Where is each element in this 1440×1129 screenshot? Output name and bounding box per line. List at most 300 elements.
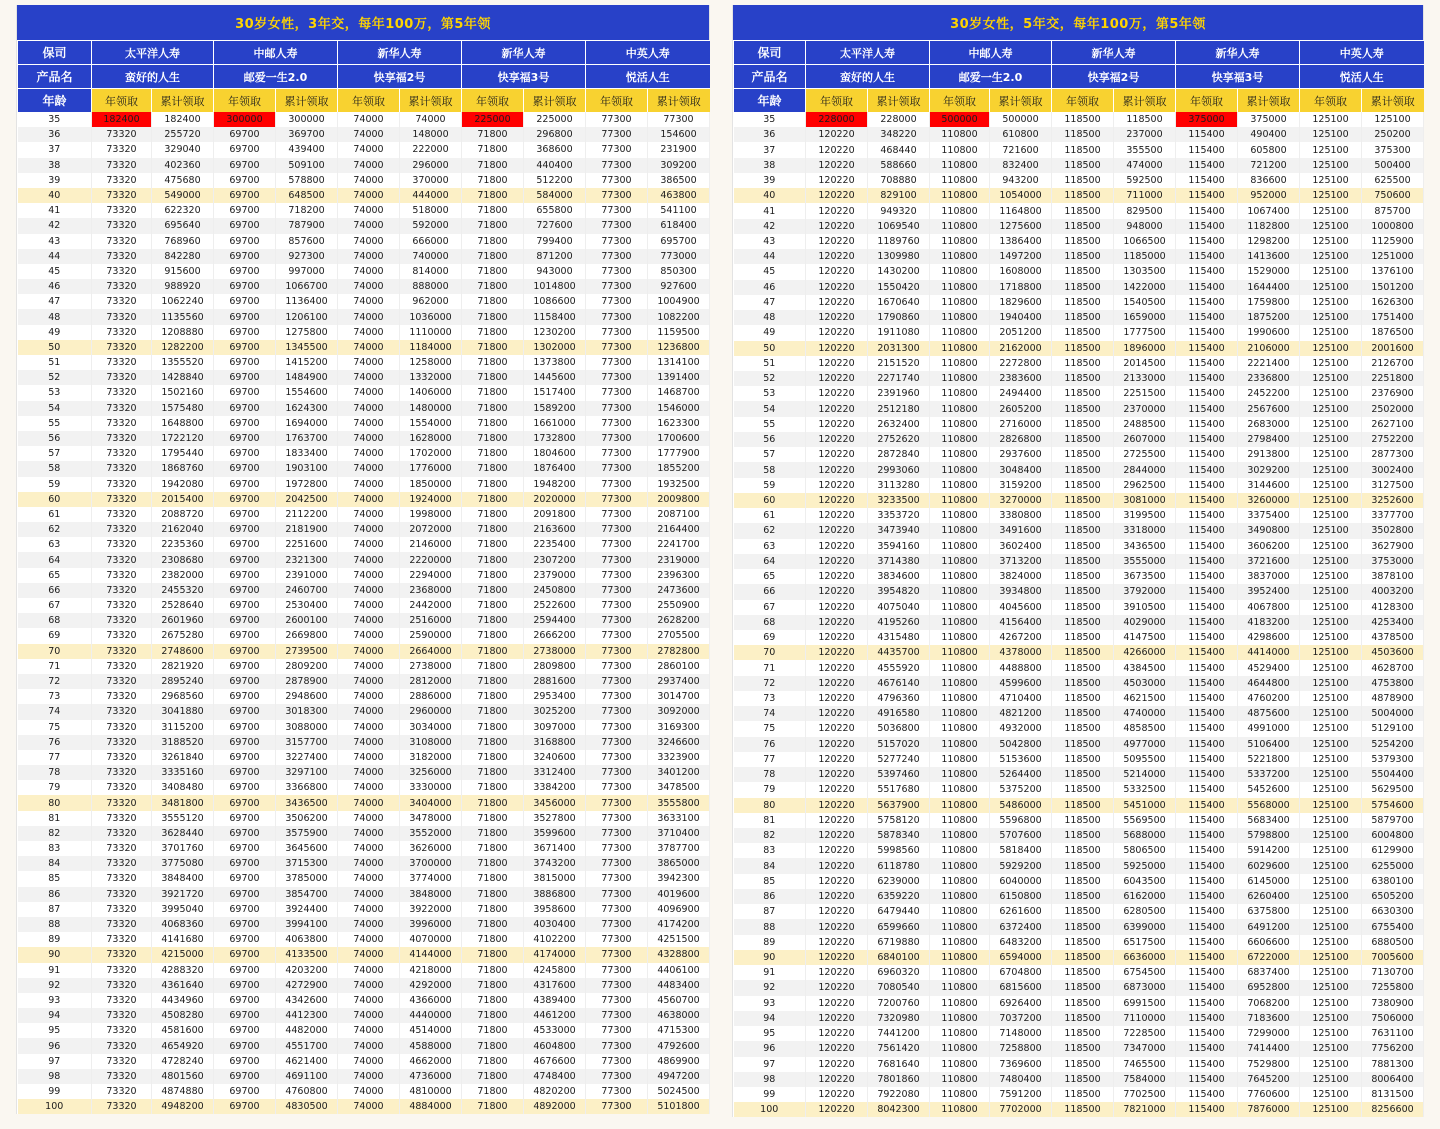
annual-cell: 73320 (92, 1038, 152, 1053)
table-row (18, 112, 710, 127)
age-cell: 41 (734, 203, 806, 218)
annual-cell: 110800 (930, 600, 990, 615)
annual-cell: 73320 (92, 127, 152, 142)
annual-cell: 120220 (806, 919, 868, 934)
table-row (18, 492, 710, 507)
age-cell: 73 (18, 689, 92, 704)
annual-cell: 73320 (92, 659, 152, 674)
annual-cell: 71800 (462, 659, 524, 674)
cumulative-cell: 2220000 (400, 552, 462, 567)
annual-cell: 120220 (806, 478, 868, 493)
cumulative-cell: 2607000 (1114, 432, 1176, 447)
annual-cell: 69700 (214, 993, 276, 1008)
cumulative-cell: 1550420 (868, 280, 930, 295)
cumulative-cell: 1759800 (1238, 295, 1300, 310)
table-row (18, 218, 710, 233)
product-name: 邮爱一生2.0 (214, 65, 338, 89)
cumulative-cell: 2993060 (868, 462, 930, 477)
table-row (18, 644, 710, 659)
cumulative-cell: 4183200 (1238, 615, 1300, 630)
cumulative-cell: 1501200 (1362, 280, 1424, 295)
cumulative-cell: 2376900 (1362, 386, 1424, 401)
annual-cell: 118500 (1052, 127, 1114, 142)
annual-cell: 125100 (1300, 539, 1362, 554)
annual-cell: 118500 (1052, 706, 1114, 721)
annual-cell: 300000 (214, 112, 276, 127)
annual-cell: 115400 (1176, 1102, 1238, 1117)
cumulative-cell: 3886800 (524, 887, 586, 902)
annual-cell: 120220 (806, 356, 868, 371)
annual-cell: 115400 (1176, 782, 1238, 797)
table-row (18, 1023, 710, 1038)
table-row (734, 737, 1424, 752)
annual-cell: 110800 (930, 676, 990, 691)
table-row (18, 537, 710, 552)
table-row (734, 417, 1424, 432)
cumulative-cell: 1282200 (152, 340, 214, 355)
age-cell: 54 (734, 401, 806, 416)
annual-cell: 73320 (92, 264, 152, 279)
cumulative-cell: 2473600 (648, 583, 710, 598)
cumulative-cell: 2716000 (990, 417, 1052, 432)
age-cell: 91 (734, 965, 806, 980)
annual-cell: 73320 (92, 294, 152, 309)
cumulative-cell: 3025200 (524, 704, 586, 719)
annual-cell: 71800 (462, 325, 524, 340)
cumulative-cell: 2488500 (1114, 417, 1176, 432)
annual-cell: 77300 (586, 492, 648, 507)
annual-cell: 182400 (92, 112, 152, 127)
annual-cell: 69700 (214, 340, 276, 355)
annual-cell: 77300 (586, 173, 648, 188)
annual-cell: 77300 (586, 1008, 648, 1023)
cumulative-cell: 5264400 (990, 767, 1052, 782)
cumulative-cell: 655800 (524, 203, 586, 218)
annual-cell: 125100 (1300, 234, 1362, 249)
annual-cell: 110800 (930, 584, 990, 599)
cumulative-cell: 3714380 (868, 554, 930, 569)
table-row (18, 811, 710, 826)
age-cell: 58 (734, 462, 806, 477)
annual-cell: 73320 (92, 370, 152, 385)
cumulative-cell: 1694000 (276, 416, 338, 431)
cumulative-cell: 7821000 (1114, 1102, 1176, 1117)
table-row (18, 795, 710, 810)
annual-cell: 77300 (586, 780, 648, 795)
cumulative-cell: 1718800 (990, 280, 1052, 295)
cumulative-cell: 474000 (1114, 158, 1176, 173)
annual-cell: 110800 (930, 1026, 990, 1041)
annual-cell: 110800 (930, 341, 990, 356)
cumulative-cell: 3878100 (1362, 569, 1424, 584)
annual-cell: 110800 (930, 1087, 990, 1102)
cumulative-cell: 4174000 (524, 947, 586, 962)
cumulative-cell: 2251500 (1114, 386, 1176, 401)
cumulative-cell: 2370000 (1114, 401, 1176, 416)
cumulative-cell: 5818400 (990, 843, 1052, 858)
cumulative-cell: 5998560 (868, 843, 930, 858)
annual-cell: 73320 (92, 613, 152, 628)
annual-cell: 125100 (1300, 325, 1362, 340)
age-cell: 78 (18, 765, 92, 780)
cumulative-cell: 4533000 (524, 1023, 586, 1038)
annual-cell: 74000 (338, 1008, 400, 1023)
cumulative-cell: 3169300 (648, 720, 710, 735)
cumulative-cell: 3252600 (1362, 493, 1424, 508)
annual-cell: 73320 (92, 249, 152, 264)
age-cell: 86 (734, 889, 806, 904)
cumulative-cell: 6837400 (1238, 965, 1300, 980)
annual-cell: 77300 (586, 416, 648, 431)
cumulative-cell: 1406000 (400, 385, 462, 400)
annual-cell: 77300 (586, 203, 648, 218)
annual-cell: 110800 (930, 493, 990, 508)
cumulative-cell: 6145000 (1238, 874, 1300, 889)
cumulative-cell: 3330000 (400, 780, 462, 795)
cumulative-cell: 2126700 (1362, 356, 1424, 371)
annual-cell: 74000 (338, 552, 400, 567)
cumulative-cell: 648500 (276, 188, 338, 203)
annual-cell: 125100 (1300, 371, 1362, 386)
table-row (734, 645, 1424, 660)
cumulative-cell: 4710400 (990, 691, 1052, 706)
age-cell: 74 (734, 706, 806, 721)
cumulative-cell: 2705500 (648, 628, 710, 643)
annual-cell: 125100 (1300, 493, 1362, 508)
table-row (18, 309, 710, 324)
annual-cell: 74000 (338, 340, 400, 355)
table-row (734, 1057, 1424, 1072)
annual-cell: 74000 (338, 492, 400, 507)
cumulative-cell: 6118780 (868, 858, 930, 873)
cumulative-cell: 584000 (524, 188, 586, 203)
cumulative-cell: 7584000 (1114, 1072, 1176, 1087)
company-header-row (734, 41, 1424, 65)
cumulative-cell: 1732800 (524, 431, 586, 446)
cumulative-cell: 6815600 (990, 980, 1052, 995)
cumulative-cell: 2516000 (400, 613, 462, 628)
annual-cell: 74000 (338, 765, 400, 780)
cumulative-cell: 814000 (400, 264, 462, 279)
annual-cell: 115400 (1176, 843, 1238, 858)
annual-cell: 74000 (338, 811, 400, 826)
annual-cell: 73320 (92, 401, 152, 416)
age-cell: 92 (734, 980, 806, 995)
annual-cell: 73320 (92, 142, 152, 157)
age-cell: 75 (734, 721, 806, 736)
cumulative-cell: 4760200 (1238, 691, 1300, 706)
annual-cell: 77300 (586, 841, 648, 856)
annual-cell: 74000 (338, 644, 400, 659)
cumulative-cell: 997000 (276, 264, 338, 279)
age-cell: 50 (734, 341, 806, 356)
age-cell: 75 (18, 720, 92, 735)
cumulative-cell: 296800 (524, 127, 586, 142)
cumulative-cell: 6380100 (1362, 874, 1424, 889)
cumulative-cell: 2042500 (276, 492, 338, 507)
table-row (734, 112, 1424, 127)
cumulative-cell: 3097000 (524, 720, 586, 735)
annual-cell: 120220 (806, 950, 868, 965)
age-cell: 99 (18, 1084, 92, 1099)
table-row (18, 234, 710, 249)
age-cell: 66 (734, 584, 806, 599)
table-row (18, 689, 710, 704)
cumulative-cell: 2872840 (868, 447, 930, 462)
cumulative-cell: 7255800 (1362, 980, 1424, 995)
panel-title: 30岁女性，5年交，每年100万，第5年领 (733, 5, 1423, 40)
age-cell: 83 (18, 841, 92, 856)
cumulative-cell: 1413600 (1238, 249, 1300, 264)
cumulative-cell: 5925000 (1114, 858, 1176, 873)
cumulative-cell: 3436500 (1114, 539, 1176, 554)
cumulative-cell: 4328800 (648, 947, 710, 962)
cumulative-cell: 7760600 (1238, 1087, 1300, 1102)
annual-cell: 74000 (338, 993, 400, 1008)
annual-cell: 71800 (462, 127, 524, 142)
cumulative-cell: 4514000 (400, 1023, 462, 1038)
annual-cell: 71800 (462, 1054, 524, 1069)
age-cell: 98 (18, 1069, 92, 1084)
cumulative-cell: 6722000 (1238, 950, 1300, 965)
cumulative-cell: 3092000 (648, 704, 710, 719)
annual-cell: 120220 (806, 203, 868, 218)
cumulative-cell: 2112200 (276, 507, 338, 522)
cumulative-cell: 988920 (152, 279, 214, 294)
annual-cell: 118500 (1052, 188, 1114, 203)
cumulative-cell: 2798400 (1238, 432, 1300, 447)
cumulative-cell: 6280500 (1114, 904, 1176, 919)
annual-cell: 69700 (214, 856, 276, 871)
annual-cell: 71800 (462, 613, 524, 628)
cumulative-cell: 952000 (1238, 188, 1300, 203)
cumulative-cell: 3606200 (1238, 539, 1300, 554)
cumulative-cell: 2512180 (868, 401, 930, 416)
annual-cell: 118500 (1052, 401, 1114, 416)
cumulative-cell: 4253400 (1362, 615, 1424, 630)
age-cell: 35 (18, 112, 92, 127)
annual-cell: 125100 (1300, 188, 1362, 203)
table-row (734, 630, 1424, 645)
annual-cell: 71800 (462, 978, 524, 993)
table-row (18, 613, 710, 628)
table-row (734, 493, 1424, 508)
annual-cell: 71800 (462, 370, 524, 385)
table-row (734, 996, 1424, 1011)
company-header-label: 保司 (18, 41, 92, 65)
cumulative-cell: 5379300 (1362, 752, 1424, 767)
annual-cell: 71800 (462, 416, 524, 431)
cumulative-cell: 4948200 (152, 1099, 214, 1114)
cumulative-cell: 7414400 (1238, 1041, 1300, 1056)
cumulative-cell: 3502800 (1362, 523, 1424, 538)
annual-cell: 110800 (930, 203, 990, 218)
table-row (734, 127, 1424, 142)
cumulative-cell: 3401200 (648, 765, 710, 780)
annual-cell: 73320 (92, 674, 152, 689)
cumulative-cell: 3335160 (152, 765, 214, 780)
cumulative-cell: 618400 (648, 218, 710, 233)
annual-cell: 120220 (806, 219, 868, 234)
cumulative-cell: 1206100 (276, 309, 338, 324)
annual-cell: 110800 (930, 798, 990, 813)
annual-cell: 125100 (1300, 447, 1362, 462)
cumulative-cell: 588660 (868, 158, 930, 173)
age-cell: 67 (18, 598, 92, 613)
cumulative-cell: 4461200 (524, 1008, 586, 1023)
cumulative-cell: 4977000 (1114, 737, 1176, 752)
product-name: 快享福3号 (462, 65, 586, 89)
annual-cell: 118500 (1052, 691, 1114, 706)
cumulative-cell: 721600 (990, 142, 1052, 157)
cumulative-cell: 7130700 (1362, 965, 1424, 980)
cumulative-cell: 1700600 (648, 431, 710, 446)
table-row (734, 782, 1424, 797)
annual-cell: 118500 (1052, 935, 1114, 950)
cumulative-cell: 1624300 (276, 401, 338, 416)
cumulative-cell: 4654920 (152, 1038, 214, 1053)
cumulative-cell: 4019600 (648, 887, 710, 902)
cumulative-cell: 3506200 (276, 811, 338, 826)
annual-header: 年领取 (806, 89, 868, 113)
cumulative-cell: 1135560 (152, 309, 214, 324)
cumulative-cell: 1082200 (648, 309, 710, 324)
cumulative-cell: 518000 (400, 203, 462, 218)
annual-cell: 74000 (338, 720, 400, 735)
age-cell: 74 (18, 704, 92, 719)
cumulative-cell: 5504400 (1362, 767, 1424, 782)
annual-cell: 71800 (462, 795, 524, 810)
annual-cell: 73320 (92, 537, 152, 552)
cumulative-cell: 4736000 (400, 1069, 462, 1084)
annual-header: 年领取 (462, 89, 524, 113)
cumulative-cell: 4884000 (400, 1099, 462, 1114)
age-cell: 35 (734, 112, 806, 127)
cumulative-cell: 2009800 (648, 492, 710, 507)
annual-cell: 77300 (586, 871, 648, 886)
age-cell: 80 (18, 795, 92, 810)
annual-cell: 74000 (338, 461, 400, 476)
cumulative-cell: 6599660 (868, 919, 930, 934)
cumulative-cell: 5798800 (1238, 828, 1300, 843)
table-row (18, 993, 710, 1008)
annual-cell: 115400 (1176, 1072, 1238, 1087)
cumulative-cell: 3848400 (152, 871, 214, 886)
table-row (18, 507, 710, 522)
annual-cell: 115400 (1176, 386, 1238, 401)
annual-cell: 71800 (462, 537, 524, 552)
annual-cell: 110800 (930, 478, 990, 493)
cumulative-cell: 4147500 (1114, 630, 1176, 645)
benefit-table (17, 40, 710, 1114)
annual-cell: 115400 (1176, 508, 1238, 523)
cumulative-cell: 2628200 (648, 613, 710, 628)
annual-cell: 71800 (462, 628, 524, 643)
cumulative-cell: 6261600 (990, 904, 1052, 919)
cumulative-cell: 3626000 (400, 841, 462, 856)
age-cell: 43 (734, 234, 806, 249)
cumulative-cell: 1722120 (152, 431, 214, 446)
annual-cell: 73320 (92, 279, 152, 294)
age-cell: 89 (734, 935, 806, 950)
cumulative-cell: 3701760 (152, 841, 214, 856)
annual-cell: 115400 (1176, 539, 1238, 554)
cumulative-cell: 5568000 (1238, 798, 1300, 813)
cumulative-cell: 4440000 (400, 1008, 462, 1023)
cumulative-cell: 1589200 (524, 401, 586, 416)
cumulative-cell: 4434960 (152, 993, 214, 1008)
cumulative-cell: 4245800 (524, 963, 586, 978)
cumulative-cell: 1415200 (276, 355, 338, 370)
annual-cell: 73320 (92, 598, 152, 613)
cumulative-cell: 3628440 (152, 826, 214, 841)
annual-cell: 110800 (930, 173, 990, 188)
cumulative-cell: 4133500 (276, 947, 338, 962)
table-row (734, 600, 1424, 615)
annual-cell: 110800 (930, 1057, 990, 1072)
age-cell: 49 (734, 325, 806, 340)
cumulative-cell: 2522600 (524, 598, 586, 613)
annual-cell: 74000 (338, 112, 400, 127)
cumulative-cell: 2675280 (152, 628, 214, 643)
annual-cell: 110800 (930, 356, 990, 371)
annual-cell: 125100 (1300, 874, 1362, 889)
annual-cell: 71800 (462, 841, 524, 856)
cumulative-cell: 1430200 (868, 264, 930, 279)
age-cell: 58 (18, 461, 92, 476)
annual-cell: 77300 (586, 917, 648, 932)
annual-cell: 77300 (586, 856, 648, 871)
annual-cell: 115400 (1176, 935, 1238, 950)
cumulative-cell: 7080540 (868, 980, 930, 995)
table-row (18, 659, 710, 674)
cumulative-cell: 3527800 (524, 811, 586, 826)
annual-cell: 118500 (1052, 1011, 1114, 1026)
age-cell: 73 (734, 691, 806, 706)
cumulative-cell: 1850000 (400, 477, 462, 492)
annual-cell: 71800 (462, 720, 524, 735)
cumulative-cell: 118500 (1114, 112, 1176, 127)
table-row (734, 584, 1424, 599)
annual-cell: 115400 (1176, 447, 1238, 462)
cumulative-cell: 6004800 (1362, 828, 1424, 843)
annual-cell: 74000 (338, 568, 400, 583)
cumulative-cell: 4821200 (990, 706, 1052, 721)
cumulative-cell: 3848000 (400, 887, 462, 902)
table-row (18, 416, 710, 431)
cumulative-cell: 3312400 (524, 765, 586, 780)
cumulative-cell: 2953400 (524, 689, 586, 704)
cumulative-cell: 2627100 (1362, 417, 1424, 432)
cumulative-cell: 1184000 (400, 340, 462, 355)
annual-cell: 69700 (214, 583, 276, 598)
company-name: 中邮人寿 (214, 41, 338, 65)
cumulative-cell: 5277240 (868, 752, 930, 767)
cumulative-cell: 1014800 (524, 279, 586, 294)
cumulative-cell: 3014700 (648, 689, 710, 704)
annual-cell: 115400 (1176, 523, 1238, 538)
annual-cell: 118500 (1052, 996, 1114, 1011)
cumulative-cell: 4361640 (152, 978, 214, 993)
annual-cell: 110800 (930, 843, 990, 858)
cumulative-cell: 490400 (1238, 127, 1300, 142)
annual-cell: 77300 (586, 279, 648, 294)
annual-cell: 225000 (462, 112, 524, 127)
age-cell: 86 (18, 887, 92, 902)
cumulative-cell: 6704800 (990, 965, 1052, 980)
annual-cell: 73320 (92, 1069, 152, 1084)
age-cell: 88 (734, 919, 806, 934)
